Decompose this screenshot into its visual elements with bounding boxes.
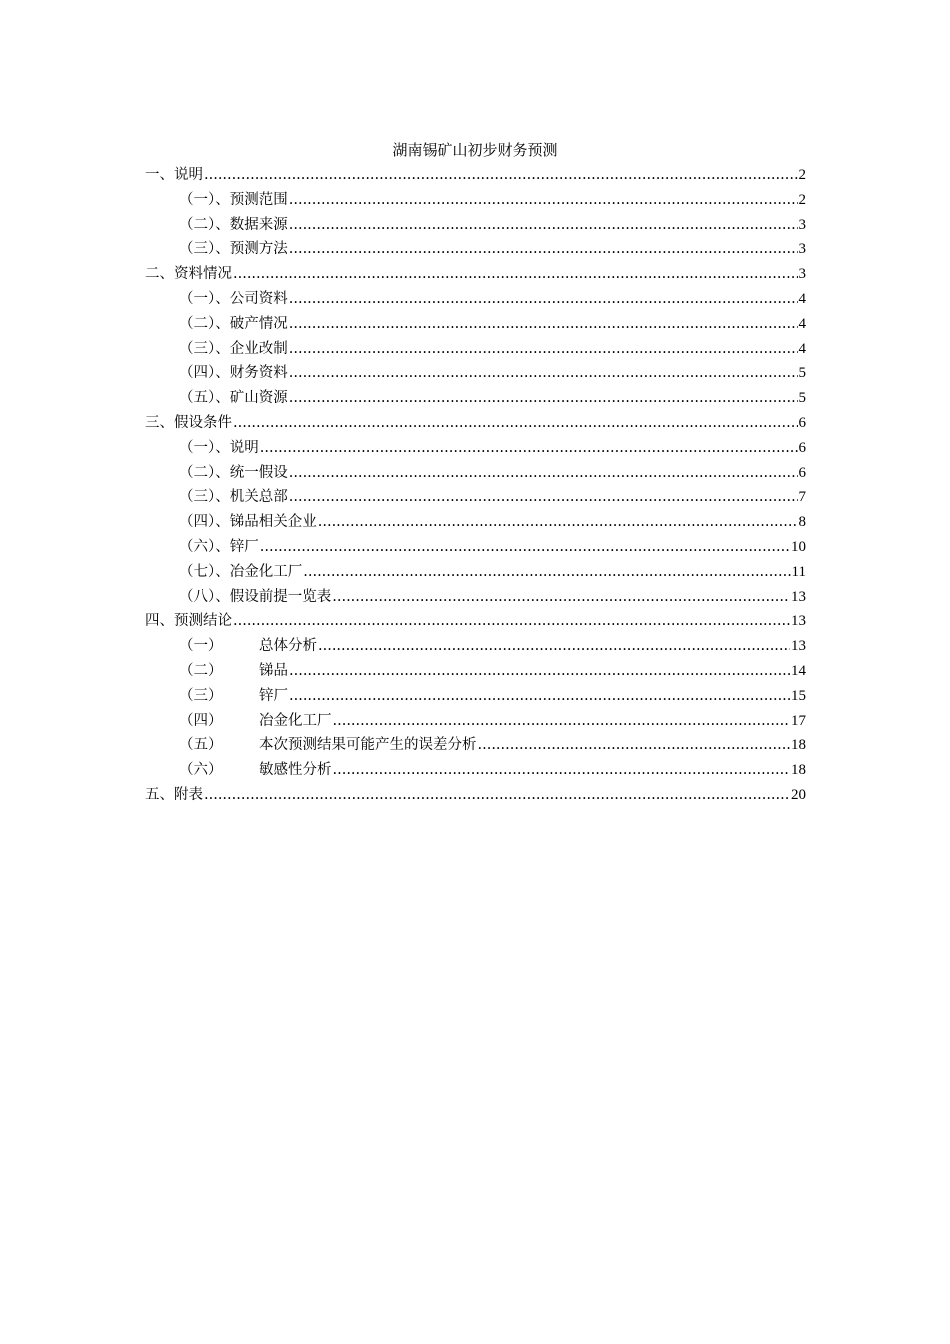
toc-entry[interactable] <box>145 287 806 312</box>
table-of-contents <box>145 163 806 808</box>
toc-entry-page-number: 4 <box>798 340 806 357</box>
toc-entry-text: （三）、企业改制 <box>179 340 288 357</box>
toc-entry-label <box>179 585 331 610</box>
toc-dot-leader <box>303 560 790 585</box>
toc-entry-label <box>145 163 203 188</box>
toc-dot-leader <box>332 585 790 610</box>
toc-entry[interactable] <box>145 609 806 634</box>
toc-entry-number: （一） <box>179 638 223 655</box>
toc-entry-label <box>179 237 288 262</box>
toc-entry-label <box>179 659 288 684</box>
toc-entry[interactable] <box>145 312 806 337</box>
toc-entry-number: （二） <box>179 662 223 679</box>
toc-entry-text: （四）、财务资料 <box>179 365 288 382</box>
toc-entry-label <box>179 386 288 411</box>
toc-entry-page-number: 13 <box>791 613 806 630</box>
page-title: 湖南锡矿山初步财务预测 <box>392 141 558 159</box>
toc-entry-label <box>179 510 317 535</box>
toc-entry[interactable] <box>145 262 806 287</box>
toc-dot-leader <box>318 634 790 659</box>
toc-entry-page-number: 3 <box>798 241 806 258</box>
toc-entry-text: 二、资料情况 <box>145 266 232 283</box>
toc-dot-leader <box>333 758 791 783</box>
toc-entry[interactable] <box>145 485 806 510</box>
toc-entry-page-number: 18 <box>791 737 806 754</box>
toc-entry-label <box>179 758 332 783</box>
toc-dot-leader <box>289 684 790 709</box>
toc-entry-label <box>179 709 332 734</box>
toc-entry[interactable] <box>145 237 806 262</box>
toc-entry[interactable] <box>145 436 806 461</box>
toc-entry-page-number: 14 <box>791 662 806 679</box>
toc-entry-page-number: 5 <box>798 365 806 382</box>
toc-entry-label <box>145 411 232 436</box>
toc-entry[interactable] <box>145 411 806 436</box>
toc-entry-page-number: 7 <box>798 489 806 506</box>
toc-entry-page-number: 13 <box>791 588 806 605</box>
toc-entry[interactable] <box>145 758 806 783</box>
toc-entry-text: 四、预测结论 <box>145 613 232 630</box>
toc-entry[interactable] <box>145 634 806 659</box>
toc-entry-number: （三） <box>179 687 223 704</box>
toc-entry-text: 锑品 <box>259 662 288 679</box>
toc-dot-leader <box>260 535 790 560</box>
toc-dot-leader <box>289 287 798 312</box>
toc-entry-page-number: 3 <box>798 216 806 233</box>
toc-entry[interactable] <box>145 461 806 486</box>
toc-entry-text: （二）、破产情况 <box>179 315 288 332</box>
toc-entry-page-number: 2 <box>798 191 806 208</box>
toc-entry-page-number: 6 <box>798 439 806 456</box>
toc-dot-leader <box>289 485 798 510</box>
toc-dot-leader <box>289 237 798 262</box>
toc-entry[interactable] <box>145 386 806 411</box>
toc-entry-label <box>179 312 288 337</box>
toc-entry[interactable] <box>145 163 806 188</box>
toc-entry-label <box>145 262 232 287</box>
toc-entry-page-number: 10 <box>791 538 806 555</box>
toc-dot-leader <box>318 510 798 535</box>
toc-entry-page-number: 6 <box>798 414 806 431</box>
toc-entry-label <box>179 361 288 386</box>
toc-entry-label <box>179 436 259 461</box>
toc-entry[interactable] <box>145 337 806 362</box>
toc-entry[interactable] <box>145 684 806 709</box>
toc-entry-number: （六） <box>179 762 223 779</box>
toc-entry-text: 本次预测结果可能产生的误差分析 <box>259 737 477 754</box>
toc-dot-leader <box>333 709 791 734</box>
toc-entry[interactable] <box>145 213 806 238</box>
toc-entry-text: （五）、矿山资源 <box>179 390 288 407</box>
toc-entry-label <box>179 634 317 659</box>
toc-entry-page-number: 13 <box>791 638 806 655</box>
toc-entry-page-number: 15 <box>791 687 806 704</box>
toc-dot-leader <box>289 312 798 337</box>
toc-entry-page-number: 11 <box>791 563 806 580</box>
toc-entry-label <box>179 560 302 585</box>
toc-dot-leader <box>289 386 798 411</box>
toc-entry[interactable] <box>145 535 806 560</box>
toc-entry[interactable] <box>145 361 806 386</box>
toc-entry-label <box>179 535 259 560</box>
toc-entry[interactable] <box>145 709 806 734</box>
toc-entry-text: （二）、统一假设 <box>179 464 288 481</box>
toc-dot-leader <box>233 411 798 436</box>
toc-entry-text: （二）、数据来源 <box>179 216 288 233</box>
toc-dot-leader <box>289 361 798 386</box>
toc-entry[interactable] <box>145 188 806 213</box>
toc-entry-label <box>179 485 288 510</box>
toc-entry-page-number: 5 <box>798 390 806 407</box>
toc-entry-page-number: 6 <box>798 464 806 481</box>
toc-entry[interactable] <box>145 560 806 585</box>
toc-entry-text: 锌厂 <box>259 687 288 704</box>
toc-entry-label <box>179 733 477 758</box>
toc-entry-text: （六）、锌厂 <box>179 538 259 555</box>
toc-entry-text: 敏感性分析 <box>259 762 332 779</box>
toc-entry-number: （五） <box>179 737 223 754</box>
toc-entry-page-number: 20 <box>791 786 806 803</box>
toc-dot-leader <box>289 337 798 362</box>
toc-entry-text: 总体分析 <box>259 638 317 655</box>
toc-entry-text: 三、假设条件 <box>145 414 232 431</box>
toc-dot-leader <box>289 213 798 238</box>
toc-entry-label <box>145 783 203 808</box>
toc-entry-label <box>179 337 288 362</box>
toc-dot-leader <box>260 436 798 461</box>
toc-entry-text: 一、说明 <box>145 167 203 183</box>
toc-entry-text: 冶金化工厂 <box>259 712 332 729</box>
toc-entry-text: （四）、锑品相关企业 <box>179 514 317 531</box>
toc-entry-label <box>179 287 288 312</box>
toc-entry-label <box>179 188 288 213</box>
toc-entry-page-number: 8 <box>798 514 806 531</box>
toc-entry[interactable] <box>145 659 806 684</box>
toc-entry-page-number: 17 <box>791 712 806 729</box>
toc-entry-label <box>179 213 288 238</box>
toc-entry-page-number: 3 <box>798 266 806 283</box>
toc-entry-page-number: 2 <box>798 167 806 183</box>
toc-dot-leader <box>204 783 790 808</box>
toc-entry-text: 五、附表 <box>145 786 203 803</box>
toc-dot-leader <box>289 461 798 486</box>
toc-entry-text: （一）、公司资料 <box>179 290 288 307</box>
toc-dot-leader <box>204 163 798 188</box>
toc-entry-text: （一）、说明 <box>179 439 259 456</box>
toc-entry-text: （一）、预测范围 <box>179 191 288 208</box>
toc-entry-page-number: 4 <box>798 315 806 332</box>
toc-entry-label <box>179 684 288 709</box>
toc-entry[interactable] <box>145 783 806 808</box>
toc-entry-text: （三）、预测方法 <box>179 241 288 258</box>
toc-entry-label <box>179 461 288 486</box>
toc-entry[interactable] <box>145 585 806 610</box>
toc-dot-leader <box>289 659 790 684</box>
toc-dot-leader <box>233 262 798 287</box>
toc-entry[interactable] <box>145 733 806 758</box>
toc-dot-leader <box>233 609 790 634</box>
toc-entry-text: （八）、假设前提一览表 <box>179 588 332 605</box>
toc-entry-page-number: 18 <box>791 762 806 779</box>
toc-entry-label <box>145 609 232 634</box>
toc-dot-leader <box>289 188 798 213</box>
toc-entry-number: （四） <box>179 712 223 729</box>
toc-dot-leader <box>478 733 791 758</box>
toc-entry[interactable] <box>145 510 806 535</box>
toc-entry-page-number: 4 <box>798 290 806 307</box>
toc-entry-text: （三）、机关总部 <box>179 489 288 506</box>
toc-entry-text: （七）、冶金化工厂 <box>179 563 303 580</box>
